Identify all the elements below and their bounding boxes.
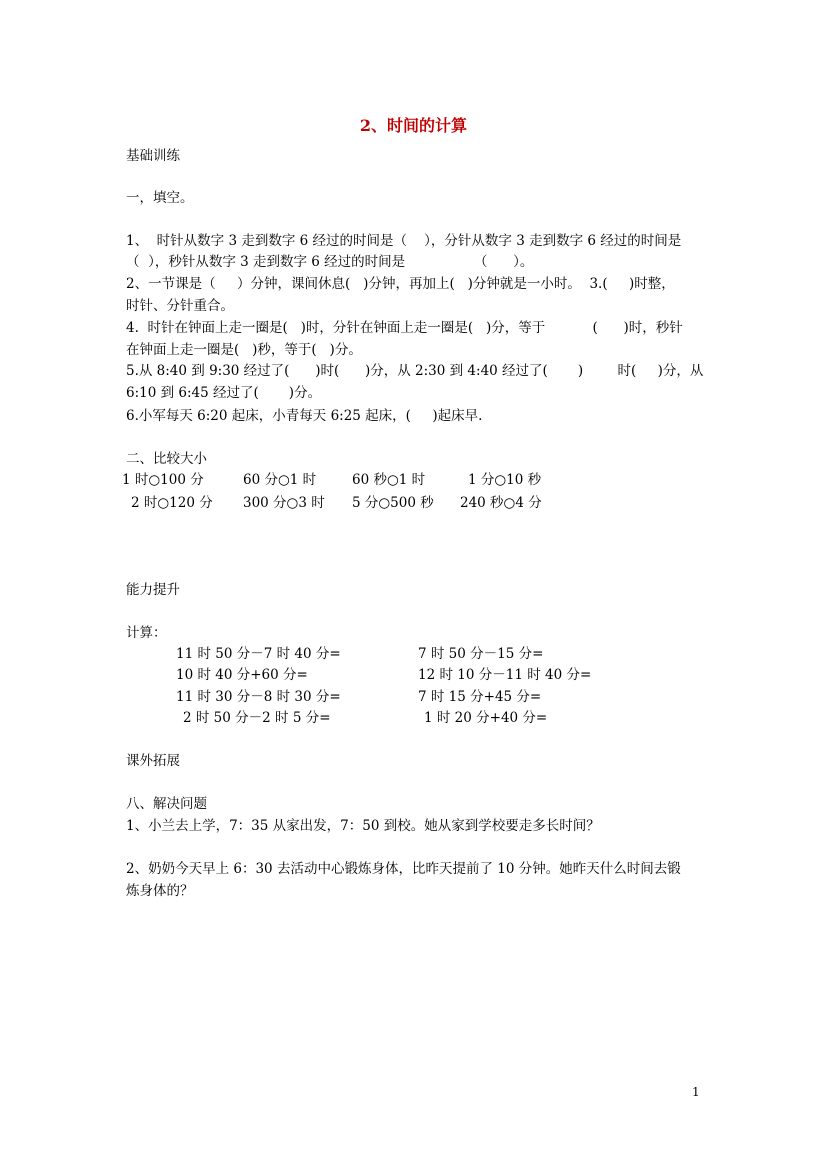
calc-item: 1 时 20 分+40 分=	[424, 710, 548, 726]
compare-item: 1 时○100 分	[122, 472, 204, 488]
section-heading-basic: 基础训练	[126, 148, 180, 164]
calc-item: 7 时 15 分+45 分=	[418, 689, 542, 705]
compare-item: 60 分○1 时	[243, 472, 317, 488]
calc-item: 11 时 50 分－7 时 40 分=	[176, 646, 341, 662]
page-title: 2、时间的计算	[359, 116, 468, 135]
calc-item: 11 时 30 分－8 时 30 分=	[176, 689, 341, 705]
fill-blank-line: 5.从 8:40 到 9:30 经过了( )时( )分，从 2:30 到 4:40 经过了( ) 时( )分，从	[126, 363, 704, 379]
fill-blank-line: 1、 时针从数字 3 走到数字 6 经过的时间是（ ），分针从数字 3 走到数字 6 经过的时间是	[126, 233, 682, 249]
section-heading-ability: 能力提升	[126, 582, 180, 598]
section-heading-extension: 课外拓展	[126, 753, 180, 769]
compare-item: 300 分○3 时	[243, 495, 325, 511]
fill-blank-line: 6.小军每天 6:20 起床，小青每天 6:25 起床，( )起床早.	[126, 408, 483, 424]
fill-blank-line: 时针、分针重合。	[126, 298, 234, 314]
fill-blank-line: 4. 时针在钟面上走一圈是( )时，分针在钟面上走一圈是( )分，等于 ( )时，秒针	[126, 320, 683, 336]
fill-blank-line: （ ），秒针从数字 3 走到数字 6 经过的时间是 （ ）。	[126, 254, 534, 270]
page-number: 1	[692, 1085, 700, 1099]
question-2-line: 炼身体的？	[126, 883, 194, 899]
calc-item: 10 时 40 分+60 分=	[176, 667, 308, 683]
part-title-solve: 八、解决问题	[126, 796, 207, 812]
question-1: 1、小兰去上学，7：35 从家出发，7：50 到校。她从家到学校要走多长时间？	[126, 818, 600, 834]
question-2-line: 2、奶奶今天早上 6：30 去活动中心锻炼身体，比昨天提前了 10 分钟。她昨天什么时间去锻	[126, 861, 681, 877]
part-title-compare: 二、比较大小	[126, 451, 207, 467]
calc-item: 2 时 50 分－2 时 5 分=	[183, 710, 331, 726]
calc-item: 12 时 10 分－11 时 40 分=	[418, 667, 592, 683]
calc-item: 7 时 50 分－15 分=	[418, 646, 544, 662]
calc-title: 计算：	[126, 625, 167, 641]
compare-item: 5 分○500 秒	[352, 495, 434, 511]
compare-item: 240 秒○4 分	[460, 495, 542, 511]
compare-item: 1 分○10 秒	[468, 472, 542, 488]
fill-blank-line: 在钟面上走一圈是( )秒，等于( )分。	[126, 342, 362, 358]
compare-item: 2 时○120 分	[131, 495, 213, 511]
fill-blank-line: 2、一节课是（ ）分钟，课间休息( )分钟，再加上( )分钟就是一小时。 3.( )时整，	[126, 276, 675, 292]
part-title-fill-blank: 一，填空。	[126, 190, 194, 206]
compare-item: 60 秒○1 时	[352, 472, 426, 488]
fill-blank-line: 6:10 到 6:45 经过了( )分。	[126, 385, 322, 401]
